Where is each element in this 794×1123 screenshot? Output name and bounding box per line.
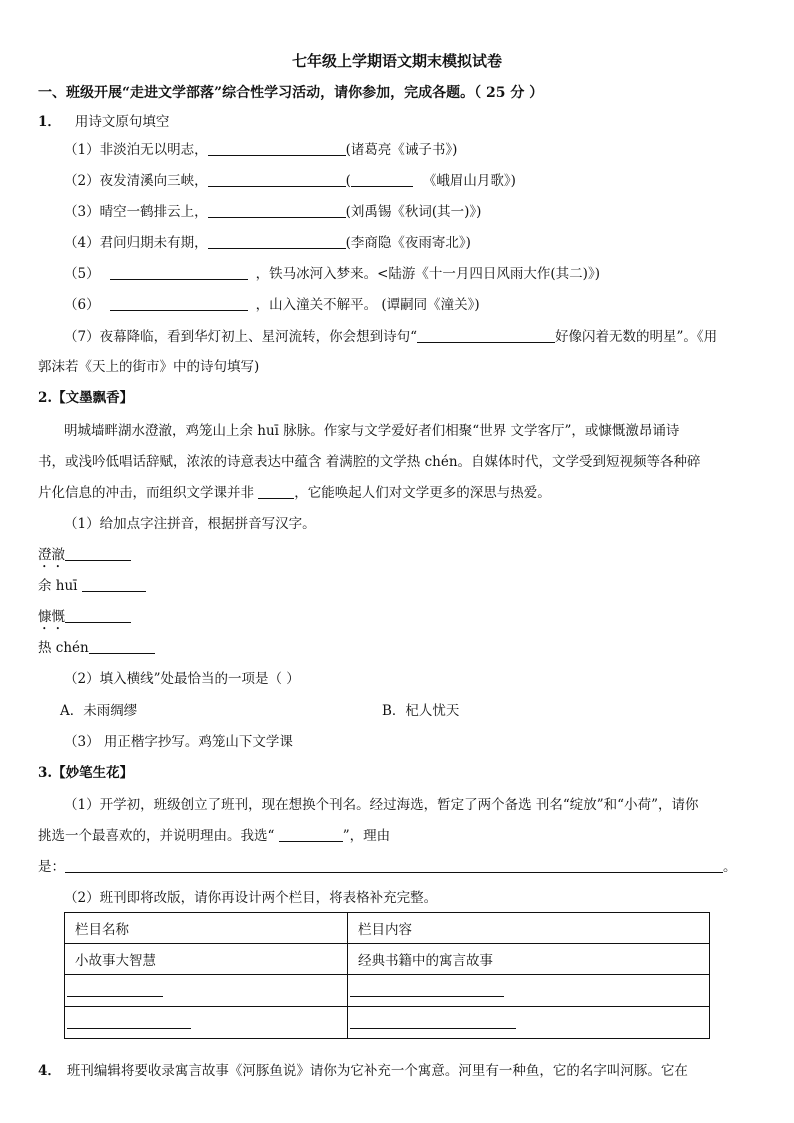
- table-header-row: [65, 913, 710, 944]
- hanzi-blank[interactable]: [82, 577, 146, 592]
- q3-sub-2: （2）班刊即将改版，请你再设计两个栏目，将表格补充完整。: [64, 890, 438, 906]
- q2-word-4: [38, 636, 155, 656]
- section-1-heading: 一、班级开展“走进文学部落”综合性学习活动，请你参加，完成各题。（ 25 分 ）: [38, 85, 544, 101]
- q2-para-text-2: ，它能唤起人们对文学更多的深思与热爱。: [294, 485, 551, 501]
- answer-blank[interactable]: [350, 982, 504, 997]
- q2-word-3: [38, 605, 131, 633]
- table-cell-blank[interactable]: [65, 1007, 348, 1039]
- hanzi-blank[interactable]: [89, 639, 155, 654]
- column-table: [64, 912, 710, 1039]
- answer-blank[interactable]: [350, 1014, 516, 1029]
- table-row: [65, 1007, 710, 1039]
- answer-blank[interactable]: [417, 328, 555, 343]
- q1-item-3: [64, 200, 481, 220]
- table-header: 栏目名称: [65, 913, 348, 944]
- q1-prompt: 用诗文原句填空: [74, 114, 170, 130]
- q4-number: 4．: [38, 1063, 61, 1079]
- pinyin-blank[interactable]: [65, 608, 131, 623]
- q1-item-7-text: （7）夜幕降临，看到华灯初上、星河流转，你会想到诗句“: [64, 329, 417, 345]
- table-cell-blank[interactable]: [348, 975, 710, 1007]
- q1-item-6-text: ，山入潼关不解平。 (谭嗣同《潼关》): [255, 297, 480, 313]
- q4-text: 班刊编辑将要收录寓言故事《河豚鱼说》请你为它补充一个寓意。河里有一种鱼，它的名字叫河豚。它在: [66, 1063, 688, 1079]
- q2-para-line-1: 明城墙畔湖水澄澈，鸡笼山上余 huī 脉脉。作家与文学爱好者们相聚“世界 文学客厅”，或慷慨激昂诵诗: [64, 423, 680, 439]
- reason-blank[interactable]: [65, 858, 723, 873]
- answer-blank[interactable]: [67, 1014, 191, 1029]
- q1-number: 1．: [38, 114, 61, 130]
- q1-item-5: [64, 262, 600, 282]
- q2-para-text: 片化信息的冲击，而组织文学课并非: [38, 485, 259, 501]
- pinyin-blank[interactable]: [65, 546, 131, 561]
- table-header: 栏目内容: [348, 913, 710, 944]
- table-row: [65, 975, 710, 1007]
- q2-word-1: [38, 543, 131, 571]
- answer-blank[interactable]: [208, 172, 346, 187]
- q1-item-6: [64, 293, 480, 313]
- word-label: 余 huī: [38, 578, 78, 594]
- q3-text: 是：: [38, 859, 65, 875]
- table-row: [65, 944, 710, 975]
- q2-sub-3: （3） 用正楷字抄写。鸡笼山下文学课: [64, 734, 293, 750]
- choice-blank[interactable]: [279, 827, 343, 842]
- answer-blank[interactable]: [208, 141, 346, 156]
- q1-line: [38, 110, 169, 130]
- answer-blank[interactable]: [208, 203, 346, 218]
- q1-item-7: [64, 325, 717, 345]
- q1-item-4: [64, 231, 471, 251]
- q1-item-5-text: ，铁马冰河入梦来。<陆游《十一月四日风雨大作(其二)》): [255, 266, 600, 282]
- q1-item-2-source: 《峨眉山月歌》): [422, 173, 516, 189]
- table-cell-blank[interactable]: [348, 1007, 710, 1039]
- q1-item-2-text: （2）夜发清溪向三峡，: [64, 173, 208, 189]
- q1-item-5-num: （5）: [64, 266, 100, 282]
- q3-para-line-1: （1）开学初，班级创立了班刊，现在想换个刊名。经过海选，暂定了两个备选 刊名“绽放”和“小荷”，请你: [64, 797, 699, 813]
- q2-heading: 2.【文墨飘香】: [38, 390, 134, 406]
- q2-sub-1: （1）给加点字注拼音，根据拼音写汉字。: [64, 516, 316, 532]
- word-label: 热 chén: [38, 640, 89, 656]
- q2-para-line-3: [38, 481, 551, 501]
- answer-blank[interactable]: [110, 265, 248, 280]
- q1-item-7-cont: 郭沫若《天上的街市》中的诗句填写): [38, 359, 260, 375]
- q3-text: 挑选一个最喜欢的，并说明理由。我选“: [38, 828, 279, 844]
- q1-item-3-text: （3）晴空一鹤排云上，: [64, 204, 208, 220]
- q1-item-3-source: (刘禹锡《秋词(其一)》): [345, 204, 482, 220]
- word-label: 慷慨: [38, 609, 65, 625]
- q1-item-7-text-2: 好像闪着无数的明星”。《用: [555, 329, 718, 345]
- q1-item-1-text: （1）非淡泊无以明志，: [64, 142, 208, 158]
- option-a[interactable]: A．未雨绸缪: [60, 703, 138, 719]
- answer-blank[interactable]: [67, 982, 163, 997]
- q4-line: [38, 1059, 688, 1079]
- answer-blank[interactable]: [208, 234, 346, 249]
- option-b[interactable]: B．杞人忧天: [382, 703, 460, 719]
- author-blank[interactable]: [351, 172, 413, 187]
- table-cell-blank[interactable]: [65, 975, 348, 1007]
- q3-para-line-3: [38, 855, 737, 875]
- q1-item-1-source: (诸葛亮《诫子书》): [345, 142, 458, 158]
- q3-text-2: ”，理由: [342, 828, 391, 844]
- q1-item-4-text: （4）君问归期未有期，: [64, 235, 208, 251]
- q1-item-2-paren: (: [345, 173, 351, 189]
- q1-item-6-num: （6）: [64, 297, 100, 313]
- q1-item-1: [64, 138, 457, 158]
- q2-sub-2: （2）填入横线”处最恰当的一项是（ ）: [64, 671, 300, 687]
- idiom-blank[interactable]: [258, 484, 294, 499]
- q2-para-line-2: 书，或浅吟低唱话辞赋，浓浓的诗意表达中蕴含 着满腔的文学热 chén。自媒体时代，文学受到短视频等各种碎: [38, 454, 701, 470]
- q3-heading: 3.【妙笔生花】: [38, 765, 134, 781]
- q3-text-end: 。: [723, 859, 737, 875]
- q3-para-line-2: [38, 824, 390, 844]
- q1-item-4-source: (李商隐《夜雨寄北》): [345, 235, 471, 251]
- word-label: 澄澈: [38, 547, 65, 563]
- q2-word-2: [38, 574, 146, 594]
- page-title: 七年级上学期语文期末模拟试卷: [291, 52, 502, 70]
- answer-blank[interactable]: [110, 296, 248, 311]
- table-cell: 小故事大智慧: [65, 944, 348, 975]
- q1-item-2: [64, 169, 516, 189]
- table-cell: 经典书籍中的寓言故事: [348, 944, 710, 975]
